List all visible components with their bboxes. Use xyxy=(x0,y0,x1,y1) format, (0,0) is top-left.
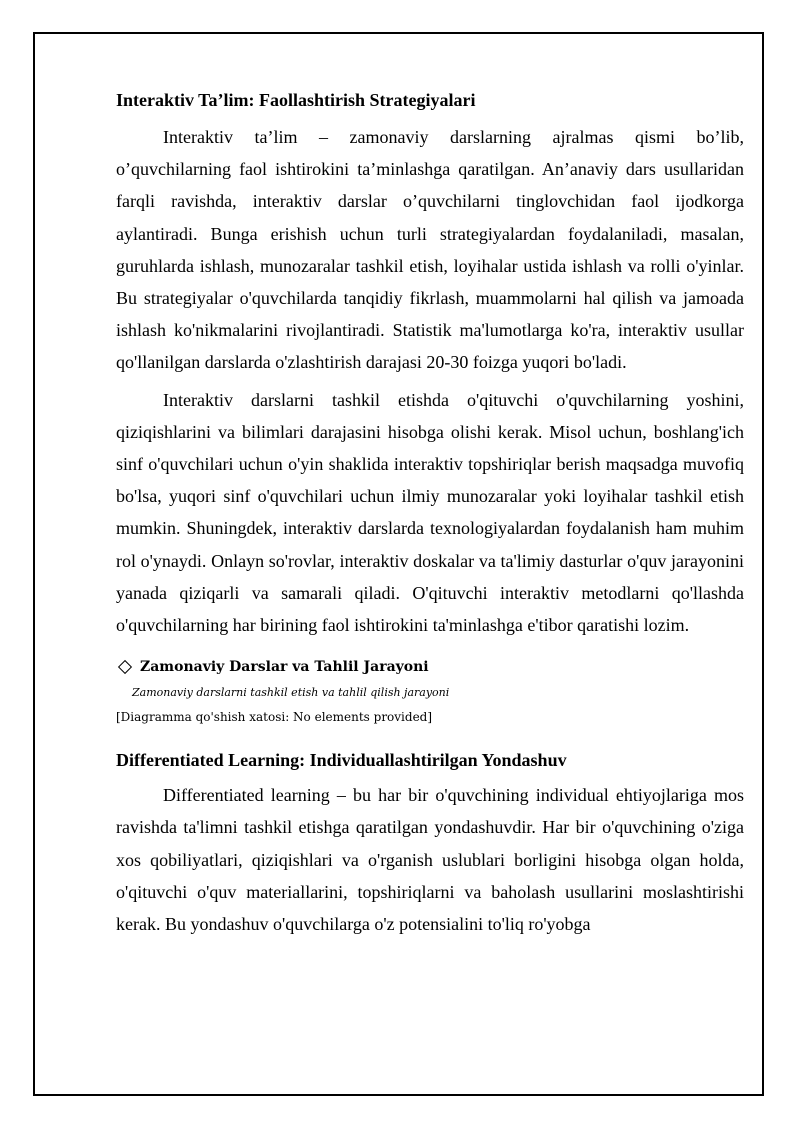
paragraph: Interaktiv ta’lim – zamonaviy darslarning ajralmas qismi bo’lib, o’quvchilarning faol ishtirokini ta’minlashga qaratilgan. An’anaviy dars usullaridan farqli ravishda, interaktiv darslar o’quvchilarni tinglovchidan faol ijodkorga aylantiradi. Bunga erishish uchun turli strategiyalardan foydalaniladi, masalan, guruhlarda ishlash, munozaralar tashkil etish, loyihalar ustida ishlash va rolli o'yinlar. Bu strategiyalar o'quvchilarda tanqidiy fikrlash, muammolarni hal qilish va jamoada ishlash ko'nikmalarini rivojlantiradi. Statistik ma'lumotlarga ko'ra, interaktiv usullar qo'llanilgan darslarda o'zlashtirish darajasi 20-30 foizga yuqori bo'ladi. xyxy=(116,127,744,373)
diagram-title: Zamonaviy Darslar va Tahlil Jarayoni xyxy=(140,659,429,676)
document-content xyxy=(116,89,744,940)
paragraph: Differentiated learning – bu har bir o'quvchining individual ehtiyojlariga mos ravishda ta'limni tashkil etishga qaratilgan yondashuvdir. Har bir o'quvchining o'ziga xos qobiliyatlari, qiziqishlari va o'rganish uslublari borligini hisobga olgan holda, o'qituvchi o'quv materiallarini, topshiriqlarni va baholash usullarini moslashtirishi kerak. Bu yondashuv o'quvchilarga o'z potensialini to'liq ro'yobga xyxy=(116,785,744,935)
section-heading-interaktiv: Interaktiv Ta’lim: Faollashtirish Strategiyalari xyxy=(116,90,476,110)
page-frame xyxy=(33,32,764,1096)
diamond-outline-icon xyxy=(118,660,132,674)
diagram-title-row xyxy=(116,657,744,677)
diagram-placeholder xyxy=(116,657,744,726)
paragraph: Interaktiv darslarni tashkil etishda o'qituvchi o'quvchilarning yoshini, qiziqishlarini va bilimlari darajasini hisobga olishi kerak. Misol uchun, boshlang'ich sinf o'quvchilari uchun o'yin shaklida interaktiv topshiriqlar berish maqsadga muvofiq bo'lsa, yuqori sinf o'quvchilari uchun ilmiy munozaralar yoki loyihalar tashkil etish mumkin. Shuningdek, interaktiv darslarda texnologiyalardan foydalanish ham muhim rol o'ynaydi. Onlayn so'rovlar, interaktiv doskalar va ta'limiy dasturlar o'quv jarayonini yanada qiziqarli va samarali qiladi. O'qituvchi interaktiv metodlarni qo'llashda o'quvchilarning har birining faol ishtirokini ta'minlashga e'tibor qaratishi lozim. xyxy=(116,389,744,636)
diagram-error-message: [Diagramma qo'shish xatosi: No elements provided] xyxy=(116,710,433,725)
diagram-subtitle: Zamonaviy darslarni tashkil etish va tahlil qilish jarayoni xyxy=(132,686,450,700)
section-heading-differentiated: Differentiated Learning: Individuallashtirilgan Yondashuv xyxy=(116,750,567,771)
